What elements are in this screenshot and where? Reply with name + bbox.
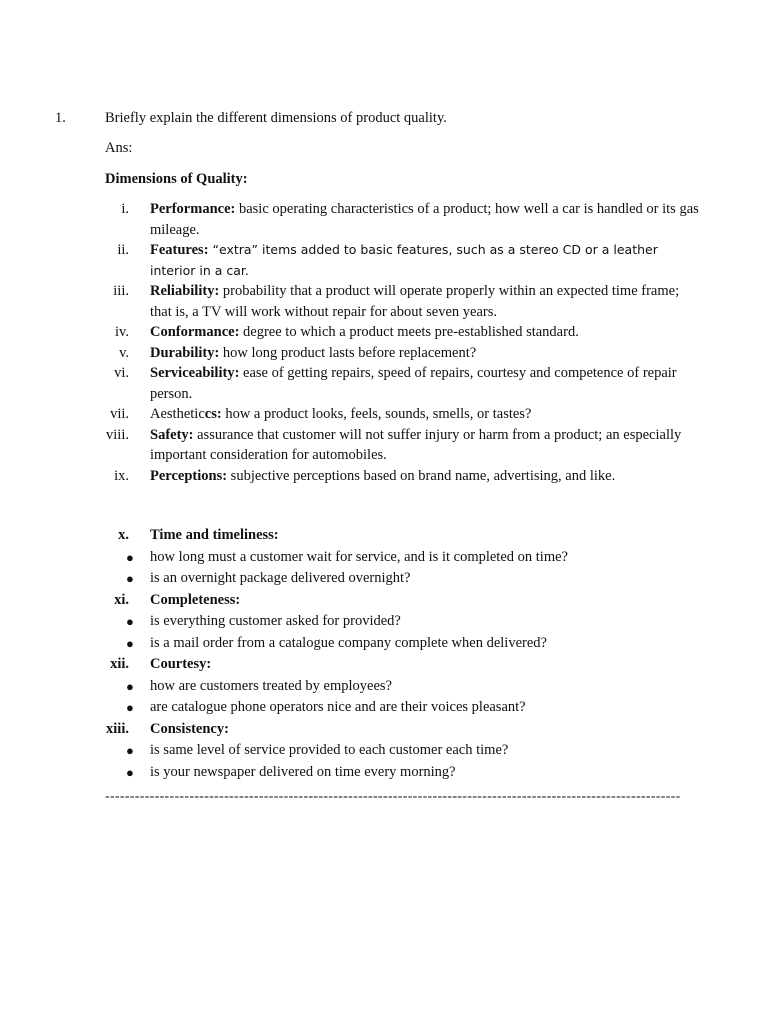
bullet-text: is everything customer asked for provided? (150, 613, 401, 629)
service-dimension-header (0, 590, 768, 612)
item-description: how long product lasts before replacement? (219, 344, 477, 361)
item-number: xii. (110, 656, 129, 672)
bullet-text: is a mail order from a catalogue company complete when delivered? (150, 634, 547, 651)
list-item (0, 322, 768, 343)
service-dimension-title: Completeness: (150, 591, 241, 608)
item-number: xi. (114, 591, 129, 608)
item-number: iv. (115, 324, 129, 340)
list-item (0, 281, 768, 322)
item-description: “extra” items added to basic features, such as a stereo CD or a leather interior in a car. (150, 242, 658, 278)
item-number: vi. (114, 365, 129, 381)
item-term: cs: (204, 406, 222, 422)
bullet-text: are catalogue phone operators nice and are their voices pleasant? (150, 699, 526, 715)
list-item (0, 363, 768, 404)
bullet-item (0, 697, 768, 719)
item-number: i. (121, 201, 129, 217)
bullet-icon: ● (126, 571, 134, 586)
item-term: Serviceability: (150, 365, 240, 381)
item-number: vii. (110, 406, 129, 422)
list-item (0, 199, 768, 240)
bullet-icon: ● (126, 549, 134, 565)
bullet-item (0, 611, 768, 633)
list-item (0, 425, 768, 466)
item-term: Durability: (150, 344, 220, 361)
item-term: Features: (150, 242, 209, 258)
item-description: subjective perceptions based on brand name, advertising, and like. (227, 467, 616, 484)
bullet-icon: ● (126, 614, 134, 629)
item-description: assurance that customer will not suffer injury or harm from a product; an especially important consideration for automobiles. (150, 426, 682, 463)
bullet-text: how long must a customer wait for service, and is it completed on time? (150, 548, 568, 565)
separator-line: -------------------------------------------------------------------------------------------------------------------- (105, 789, 681, 804)
item-description: probability that a product will operate properly within an expected time frame; that is, a TV will work without repair for about seven years. (150, 283, 680, 320)
item-term: Performance: (150, 201, 236, 217)
service-dimension-header (0, 719, 768, 741)
item-number: iii. (113, 283, 129, 299)
bullet-icon: ● (126, 678, 134, 694)
item-description: ease of getting repairs, speed of repairs, courtesy and competence of repair person. (150, 365, 677, 402)
item-number: ix. (114, 467, 129, 484)
item-description: how a product looks, feels, sounds, smells, or tastes? (221, 406, 532, 422)
item-term: Safety: (150, 426, 194, 443)
bullet-item (0, 633, 768, 655)
bullet-icon: ● (126, 635, 134, 651)
item-description: degree to which a product meets pre-established standard. (239, 324, 579, 340)
item-description: basic operating characteristics of a product; how well a car is handled or its gas mileage. (150, 201, 699, 238)
service-dimension-header (0, 525, 768, 547)
bullet-text: how are customers treated by employees? (150, 677, 392, 694)
service-dimension-title: Consistency: (150, 720, 229, 737)
service-dimension-title: Time and timeliness: (150, 527, 279, 543)
question-row (0, 110, 768, 130)
list-item (0, 343, 768, 364)
item-term: Conformance: (150, 324, 240, 340)
bullet-item (0, 568, 768, 590)
item-term: Perceptions: (150, 467, 228, 484)
service-dimension-title: Courtesy: (150, 656, 212, 672)
bullet-item (0, 762, 768, 784)
item-number: x. (118, 527, 129, 543)
bullet-item (0, 740, 768, 762)
bullet-text: is your newspaper delivered on time every morning? (150, 763, 456, 780)
list-item (0, 466, 768, 487)
bullet-text: is an overnight package delivered overnight? (150, 570, 411, 586)
item-number: ii. (117, 242, 129, 258)
item-number: v. (119, 344, 129, 361)
list-item (0, 240, 768, 281)
list-item (0, 404, 768, 425)
bullet-icon: ● (126, 764, 134, 780)
dimensions-list (0, 199, 768, 486)
bullet-icon: ● (126, 700, 134, 715)
question-number: 1. (55, 110, 66, 126)
item-term: Reliability: (150, 283, 220, 299)
item-number: xiii. (106, 720, 129, 737)
service-dimension-header (0, 654, 768, 676)
bullet-text: is same level of service provided to each customer each time? (150, 742, 509, 758)
bullet-item (0, 547, 768, 569)
item-term-plain: Aesthetic (150, 406, 205, 422)
section-heading: Dimensions of Quality: (105, 171, 248, 187)
bullet-icon: ● (126, 743, 134, 758)
answer-label: Ans: (105, 140, 133, 156)
item-number: viii. (106, 426, 129, 443)
question-text: Briefly explain the different dimensions of product quality. (105, 110, 447, 126)
bullet-item (0, 676, 768, 698)
service-dimensions-list (0, 525, 768, 783)
